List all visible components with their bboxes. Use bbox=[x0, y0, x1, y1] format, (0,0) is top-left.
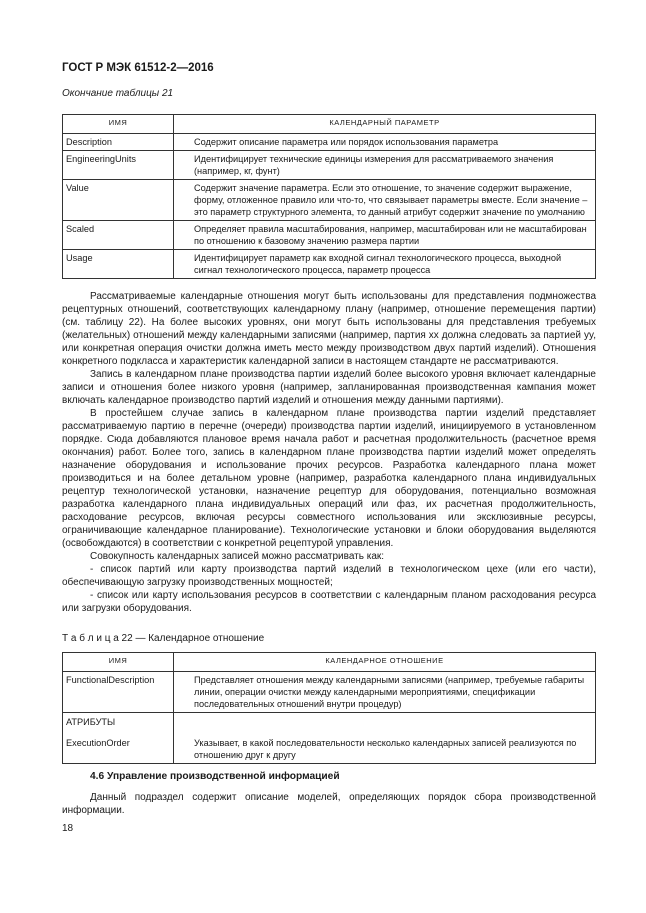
row-name: ExecutionOrder bbox=[66, 738, 130, 748]
column-header-name: ИМЯ bbox=[63, 653, 174, 672]
table21-caption: Окончание таблицы 21 bbox=[62, 88, 174, 99]
table-row bbox=[63, 250, 596, 279]
page-number: 18 bbox=[62, 823, 74, 834]
row-desc bbox=[174, 180, 596, 221]
table-row bbox=[63, 151, 596, 180]
paragraph: Совокупность календарных записей можно рассматривать как: bbox=[90, 551, 385, 562]
table-row bbox=[63, 134, 596, 151]
table-21 bbox=[62, 114, 596, 279]
row-desc-text: Содержит значение параметра. Если это отношение, то значение содержит выражение, форму, отложенное правило или что-то, что связывает параметры вместе. Если значение – это параметр структурного элемента, то данный атрибут содержит значение по умолчанию bbox=[194, 183, 588, 217]
row-name: Description bbox=[63, 134, 174, 151]
table-row-attributes bbox=[63, 713, 596, 764]
column-header-param: КАЛЕНДАРНЫЙ ПАРАМЕТР bbox=[174, 115, 596, 134]
table-row bbox=[63, 221, 596, 250]
table-header-row bbox=[63, 115, 596, 134]
list-item: - список или карту использования ресурсов в соответствии с календарным планом расходования ресурса или загрузки оборудования. bbox=[62, 590, 596, 614]
table-header-row bbox=[63, 653, 596, 672]
paragraph: Данный подраздел содержит описание моделей, определяющих порядок сбора производственной информации. bbox=[62, 792, 596, 816]
row-desc-text: Идентифицирует параметр как входной сигнал технологического процесса, выходной сигнал технологического процесса, параметр процесса bbox=[194, 253, 562, 275]
table22-caption: Т а б л и ц а 22 — Календарное отношение bbox=[62, 633, 265, 644]
attributes-label: АТРИБУТЫ bbox=[66, 717, 116, 727]
paragraph: В простейшем случае запись в календарном плане производства партии изделий представляет рассматриваемую партию в перечне (очереди) производства партии изделий, инициируемого в установленном порядке. Сюда добавляются плановое время начала работ и расчетная продолжительность (расчетное время окончания) работ. Более того, запись в календарном плане производства партии изделий может определять назначение оборудования и использование прочих ресурсов. Разработка календарного плана может производиться и на более детальном уровне (например, разработка календарного плана индивидуальных рецептур технологической установки, назначение рецептур для оборудования, потенциально возможная разработка календарного плана индивидуальных операций или фаз, их расчетная продолжительность, расходование ресурсов, включая ресурсы совместного использования или эксклюзивные ресурсы, ограничивающие календарное планирование). Технологические установки и блоки оборудования выделяются (освобождаются) в соответствии с конкретной рецептурой управления. bbox=[62, 408, 596, 549]
section-heading: 4.6 Управление производственной информацией bbox=[90, 771, 340, 782]
body-text bbox=[62, 290, 596, 615]
row-desc-text: Идентифицирует технические единицы измерения для рассматриваемого значения (например, кг, фунт) bbox=[194, 154, 554, 176]
document-header-title: ГОСТ Р МЭК 61512-2—2016 bbox=[62, 62, 214, 74]
paragraph: Рассматриваемые календарные отношения могут быть использованы для представления подмножества рецептурных отношений, соответствующих календарному плану (например, отношение перемещения партии) (см. таблицу 22). На более высоких уровнях, они могут быть использованы для представления требуемых (желательных) отношений между календарными записями (например, партия xx должна следовать за партией yy, или конкретная операция очистки должна иметь место между производством двух партий изделий). Отношения конкретного подкласса и характеристик календарной записи в настоящем стандарте не рассматриваются. bbox=[62, 291, 596, 367]
row-desc-text: Содержит описание параметра или порядок использования параметра bbox=[194, 137, 499, 147]
column-header-name: ИМЯ bbox=[63, 115, 174, 134]
row-name: Value bbox=[63, 180, 174, 221]
column-header-relation: КАЛЕНДАРНОЕ ОТНОШЕНИЕ bbox=[174, 653, 596, 672]
row-desc bbox=[174, 151, 596, 180]
attributes-cell bbox=[63, 713, 174, 764]
table-row bbox=[63, 672, 596, 713]
row-desc bbox=[174, 221, 596, 250]
row-name: FunctionalDescription bbox=[63, 672, 174, 713]
table-row bbox=[63, 180, 596, 221]
row-name: EngineeringUnits bbox=[63, 151, 174, 180]
row-desc bbox=[174, 672, 596, 713]
row-desc bbox=[174, 713, 596, 764]
row-desc-text: Указывает, в какой последовательности несколько календарных записей реализуются по отношению друг к другу bbox=[194, 738, 577, 760]
row-desc bbox=[174, 134, 596, 151]
list-item: - список партий или карту производства партий изделий в технологическом цехе (или его части), обеспечивающую загрузку производственных мощностей; bbox=[62, 564, 596, 588]
table-22 bbox=[62, 652, 596, 764]
row-desc-text: Представляет отношения между календарными записями (например, требуемые габариты линии, операции очистки между календарными мероприятиями, спецификации последовательных отношений внутри процедур) bbox=[194, 675, 585, 709]
row-desc-text: Определяет правила масштабирования, например, масштабирован или не масштабирован по отношению к базовому значению размера партии bbox=[194, 224, 587, 246]
row-name: Scaled bbox=[63, 221, 174, 250]
paragraph: Запись в календарном плане производства партии изделий более высокого уровня включает календарные записи и отношения более низкого уровня (например, запланированная производственная кампания может включать календарное производство партий изделий и отношения между данными партиями). bbox=[62, 369, 596, 406]
section-body bbox=[62, 791, 596, 817]
row-name: Usage bbox=[63, 250, 174, 279]
row-desc bbox=[174, 250, 596, 279]
